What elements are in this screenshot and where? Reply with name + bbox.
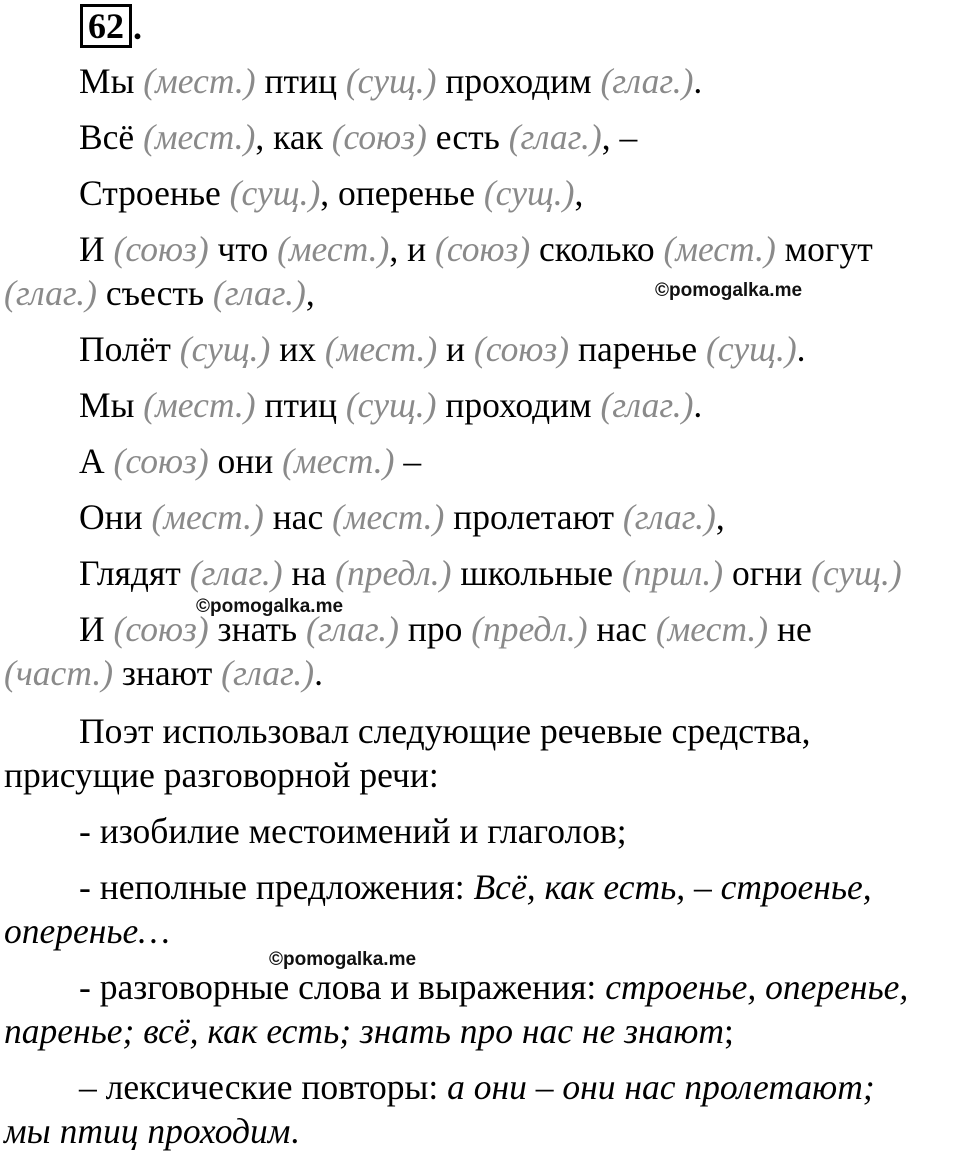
analysis-item-cont: паренье; всё, как есть; знать про нас не знают; — [4, 1011, 734, 1051]
analysis-item: - неполные предложения: Всё, как есть, – строенье, — [79, 867, 872, 907]
analysis-item-cont: оперенье… — [4, 911, 170, 951]
watermark: ©pomogalka.me — [196, 596, 344, 617]
exercise-number: 62 — [80, 4, 132, 48]
analysis-item: - изобилие местоимений и глаголов; — [79, 811, 627, 851]
poem-line: Всё (мест.), как (союз) есть (глаг.), – — [79, 117, 638, 157]
watermark: ©pomogalka.me — [655, 280, 803, 301]
analysis-item: – лексические повторы: а они – они нас пролетают; — [79, 1067, 875, 1107]
poem-line: А (союз) они (мест.) – — [79, 441, 422, 481]
poem-line: И (союз) что (мест.), и (союз) сколько (мест.) могут — [79, 229, 873, 269]
poem-line: Мы (мест.) птиц (сущ.) проходим (глаг.). — [79, 385, 703, 425]
poem-line: Глядят (глаг.) на (предл.) школьные (прил.) огни (сущ.) — [79, 553, 902, 593]
poem-line: Полёт (сущ.) их (мест.) и (союз) паренье (сущ.). — [79, 329, 806, 369]
poem-line: И (союз) знать (глаг.) про (предл.) нас (мест.) не — [79, 609, 812, 649]
analysis-intro: Поэт использовал следующие речевые средства, — [79, 711, 811, 751]
poem-line: Они (мест.) нас (мест.) пролетают (глаг.), — [79, 497, 725, 537]
poem-line: (част.) знают (глаг.). — [4, 653, 323, 693]
poem-line: (глаг.) съесть (глаг.), — [4, 273, 315, 313]
analysis-item-cont: мы птиц проходим. — [4, 1111, 300, 1151]
analysis-item: - разговорные слова и выражения: строенье, оперенье, — [79, 967, 909, 1007]
watermark: ©pomogalka.me — [269, 949, 417, 970]
exercise-number-dot: . — [133, 7, 142, 47]
poem-line: Мы (мест.) птиц (сущ.) проходим (глаг.). — [79, 61, 703, 101]
analysis-intro-cont: присущие разговорной речи: — [4, 755, 439, 795]
poem-line: Строенье (сущ.), оперенье (сущ.), — [79, 173, 584, 213]
